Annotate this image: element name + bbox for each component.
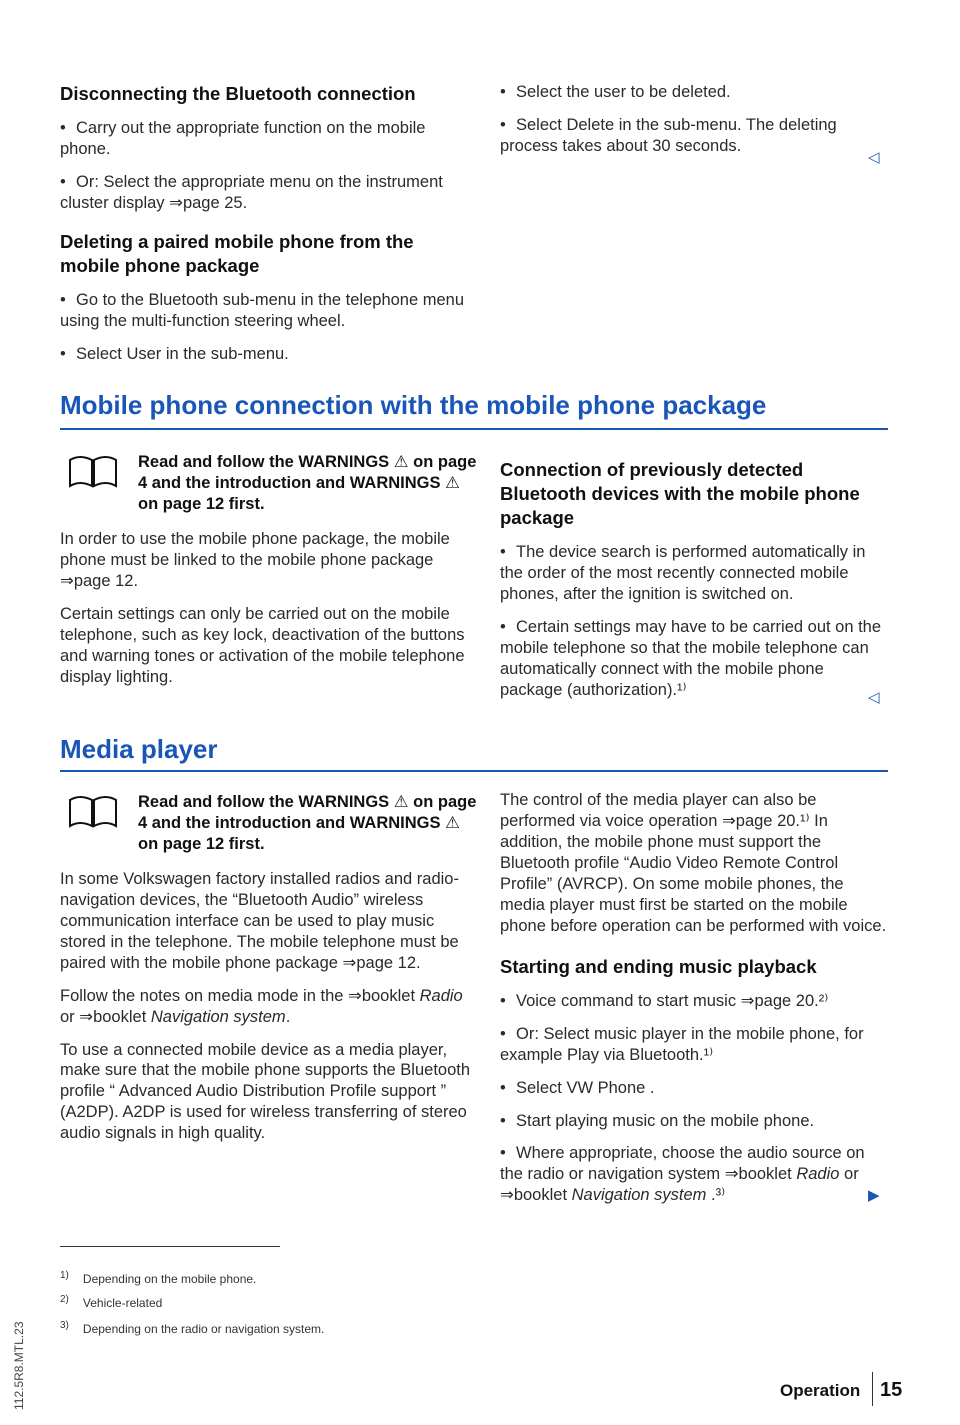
heading-disconnecting: Disconnecting the Bluetooth connection: [60, 83, 416, 104]
paragraph: The control of the media player can also be performed via voice operation ⇒page 20.¹⁾ In addition, the mobile phone must support the Bluetooth profile “Audio Video Remote Control Profile” (AVRCP). On some mobile phones, the media player must first be started on the mobile phone before operation can be performed with voice.: [500, 791, 887, 935]
document-code: 112.5R8.MTL.23: [12, 1321, 26, 1410]
column-right-top: [500, 82, 890, 169]
bullet-icon: •: [500, 1024, 506, 1043]
booklet-navigation-link[interactable]: Navigation system: [150, 1007, 286, 1026]
bullet-text: The device search is performed automatically in the order of the most recently connected mobile phones, after the ignition is switched on.: [500, 543, 866, 604]
bullet-text: Select VW Phone .: [516, 1078, 655, 1097]
bullet-icon: •: [500, 543, 506, 562]
footnote-divider: [60, 1246, 280, 1247]
booklet-radio-link[interactable]: Radio: [419, 986, 463, 1005]
paragraph: In order to use the mobile phone package, the mobile phone must be linked to the mobile phone package ⇒page 12.: [60, 529, 450, 590]
bullet-text: Voice command to start music ⇒page 20.²⁾: [516, 991, 829, 1010]
bullet-text: Select the user to be deleted.: [516, 83, 731, 101]
end-of-section-icon: ◁: [868, 149, 880, 166]
end-of-section-icon: ◁: [868, 689, 880, 706]
paragraph: In some Volkswagen factory installed radios and radio-navigation devices, the “Bluetooth Audio” wireless communication interface can be used to play music stored in the telephone. The mobile telephone must be paired with the mobile phone package ⇒page 12.: [60, 869, 459, 972]
list-item: [500, 1111, 890, 1132]
column-left-top: [60, 82, 478, 377]
section-title-mobile: Mobile phone connection with the mobile phone package: [60, 390, 767, 420]
booklet-radio-link[interactable]: Radio: [796, 1165, 840, 1184]
list-item: [500, 1143, 890, 1206]
section-divider: [60, 770, 888, 772]
heading-deleting: Deleting a paired mobile phone from the mobile phone package: [60, 230, 414, 276]
bullet-text: Carry out the appropriate function on the mobile phone.: [60, 119, 426, 158]
heading-connection-previous: Connection of previously detected Bluetooth devices with the mobile phone package: [500, 459, 860, 529]
list-item: [60, 172, 478, 214]
list-item: [500, 1024, 890, 1066]
list-item: [60, 118, 478, 160]
section-divider: [60, 428, 888, 430]
bullet-text: Start playing music on the mobile phone.: [516, 1111, 815, 1130]
page-number: 15: [880, 1379, 903, 1401]
footnote: $^{2)}$ Vehicle-related: [60, 1294, 163, 1310]
bullet-text: Go to the Bluetooth sub-menu in the telephone menu using the multi-function steering wheel.: [60, 290, 465, 330]
footnote: $^{3)}$ Depending on the radio or navigation system.: [60, 1320, 325, 1336]
bullet-icon: •: [60, 172, 66, 191]
paragraph: To use a connected mobile device as a media player, make sure that the mobile phone supports the Bluetooth profile “ Advanced Audio Distribution Profile support ” (A2DP). A2DP is used for wireless transferring of stereo audio signals in high quality.: [60, 1040, 471, 1143]
footer-divider: [872, 1372, 873, 1406]
column-left-media: [60, 792, 478, 1156]
column-left-mobile: [60, 452, 478, 700]
bullet-icon: •: [500, 618, 506, 636]
booklet-navigation-link[interactable]: Navigation system: [571, 1186, 707, 1205]
list-item: [500, 82, 890, 103]
paragraph: Follow the notes on media mode in the ⇒booklet Radio or ⇒booklet Navigation system.: [60, 986, 463, 1026]
paragraph: Certain settings can only be carried out on the mobile telephone, such as key lock, deactivation of the buttons and warning tones or activation of the mobile telephone display lighting.: [60, 604, 465, 686]
heading-starting-ending: Starting and ending music playback: [500, 955, 817, 977]
bullet-text: Where appropriate, choose the audio source on the radio or navigation system ⇒booklet Radio or ⇒booklet Navigation system .³⁾: [500, 1144, 865, 1205]
section-title-media: Media player: [60, 734, 218, 764]
list-item: [500, 617, 890, 701]
bullet-text: Select Delete in the sub-menu. The deleting process takes about 30 seconds.: [500, 115, 837, 155]
footnote: $^{1)}$ Depending on the mobile phone.: [60, 1270, 257, 1286]
bullet-text: Select User in the sub-menu.: [76, 344, 289, 363]
bullet-text: Or: Select music player in the mobile phone, for example Play via Bluetooth.¹⁾: [500, 1024, 864, 1064]
bullet-text: Or: Select the appropriate menu on the instrument cluster display ⇒page 25.: [60, 172, 443, 212]
bullet-text: Certain settings may have to be carried out on the mobile telephone so that the mobile telephone can automatically connect with the mobile phone package (authorization).¹⁾: [500, 618, 882, 699]
list-item: [500, 115, 890, 157]
bullet-icon: •: [60, 290, 66, 309]
bullet-icon: •: [500, 115, 506, 134]
bullet-icon: •: [60, 119, 66, 138]
bullet-icon: •: [500, 1144, 506, 1163]
book-icon: [66, 794, 120, 828]
bullet-icon: •: [500, 991, 506, 1010]
list-item: [60, 344, 478, 365]
column-right-media: [500, 790, 890, 1218]
bullet-icon: •: [500, 1111, 506, 1130]
bullet-icon: •: [500, 1078, 506, 1097]
list-item: [500, 991, 890, 1012]
list-item: [500, 542, 890, 605]
read-warnings-note: Read and follow the WARNINGS ⚠ on page 4 and the introduction and WARNINGS ⚠ on page 12 first.: [60, 792, 478, 855]
column-right-mobile: [500, 458, 890, 713]
list-item: [60, 290, 478, 332]
list-item: [500, 1078, 890, 1099]
read-warnings-note: Read and follow the WARNINGS ⚠ on page 4 and the introduction and WARNINGS ⚠ on page 12 first.: [60, 452, 478, 515]
bullet-icon: •: [60, 344, 66, 363]
continue-next-page-icon: ▶: [868, 1187, 880, 1204]
book-icon: [66, 454, 120, 488]
footer-chapter-label: Operation: [780, 1381, 861, 1400]
bullet-icon: •: [500, 83, 506, 101]
